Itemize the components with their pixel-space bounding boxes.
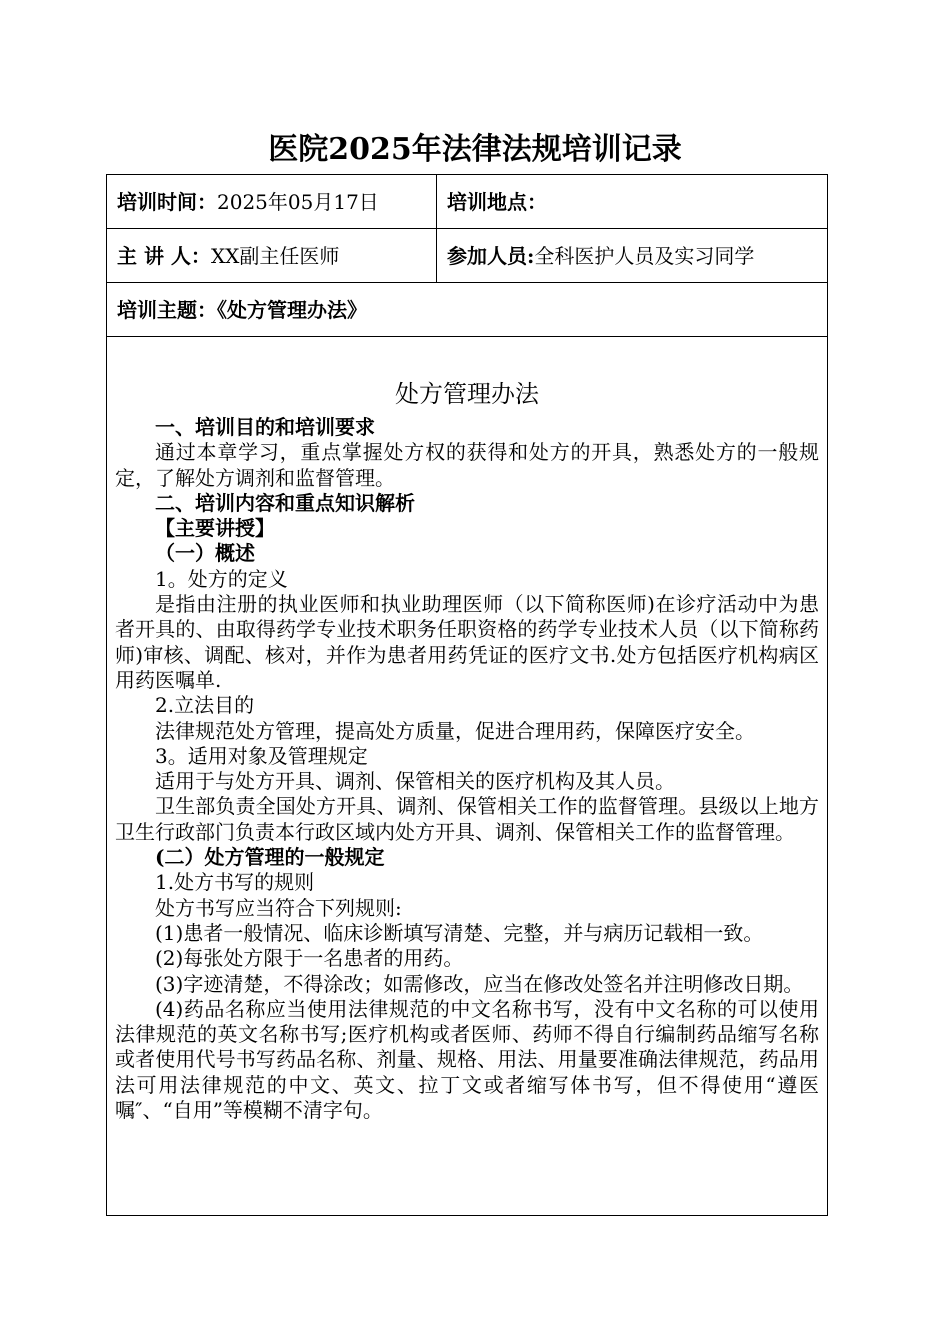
content-paragraph: 1。处方的定义 (155, 566, 288, 591)
section-heading: (二）处方管理的一般规定 (155, 845, 385, 870)
content-paragraph: (1)患者一般情况、临床诊断填写清楚、完整，并与病历记载相一致。 (155, 920, 764, 945)
content-paragraph: 2.立法目的 (155, 693, 255, 718)
content-cell (107, 337, 828, 1216)
training-time-cell (107, 175, 437, 229)
content-paragraph: (3)字迹清楚，不得涂改；如需修改，应当在修改处签名并注明修改日期。 (155, 971, 804, 996)
content-paragraph: 3。适用对象及管理规定 (155, 743, 368, 768)
content-paragraph: (2)每张处方限于一名患者的用药。 (155, 946, 464, 971)
training-place-label: 培训地点： (447, 189, 547, 214)
speaker-value: XX副主任医师 (210, 243, 340, 268)
training-place-cell (437, 175, 828, 229)
participants-cell (437, 229, 828, 283)
document-title: 医院2025年法律法规培训记录 (268, 132, 682, 167)
content-paragraph: 处方书写应当符合下列规则: (155, 895, 402, 920)
section-heading: （一）概述 (155, 541, 255, 566)
participants-label: 参加人员: (447, 243, 535, 268)
content-paragraph: (4)药品名称应当使用法律规范的中文名称书写，没有中文名称的可以使用法律规范的英文名称书写;医疗机构或者医师、药师不得自行编制药品缩写名称或者使用代号书写药品名称、剂量、规格、用法、用量要准确法律规范，药品用法可用法律规范的中文、英文、拉丁文或者缩写体书写，但不得使用“遵医嘱″、“自用”等模糊不清字句。 (115, 996, 819, 1123)
topic-value: 《处方管理办法》 (217, 297, 367, 322)
section-heading: 【主要讲授】 (155, 516, 275, 541)
training-time-value: 2025年05月17日 (217, 189, 379, 214)
content-paragraph: 是指由注册的执业医师和执业助理医师（以下简称医师)在诊疗活动中为患者开具的、由取得药学专业技术职务任职资格的药学专业技术人员（以下简称药师)审核、调配、核对，并作为患者用药凭证的医疗文书.处方包括医疗机构病区用药医嘱单. (115, 592, 819, 692)
section-heading: 二、培训内容和重点知识解析 (155, 490, 415, 515)
content-paragraph: 1.处方书写的规则 (155, 870, 315, 895)
content-body (115, 415, 819, 1123)
training-time-label: 培训时间： (117, 189, 217, 214)
content-paragraph: 法律规范处方管理，提高处方质量，促进合理用药，保障医疗安全。 (155, 718, 755, 743)
content-title: 处方管理办法 (395, 380, 539, 408)
topic-cell (107, 283, 828, 337)
content-paragraph: 通过本章学习，重点掌握处方权的获得和处方的开具，熟悉处方的一般规定，了解处方调剂和监督管理。 (115, 440, 819, 490)
training-record-table (106, 174, 828, 1216)
speaker-label: 主 讲 人： (117, 243, 211, 268)
topic-label: 培训主题： (117, 297, 217, 322)
content-paragraph: 卫生部负责全国处方开具、调剂、保管相关工作的监督管理。县级以上地方卫生行政部门负责本行政区域内处方开具、调剂、保管相关工作的监督管理。 (115, 794, 819, 844)
section-heading: 一、培训目的和培训要求 (155, 415, 375, 439)
content-paragraph: 适用于与处方开具、调剂、保管相关的医疗机构及其人员。 (155, 769, 675, 794)
speaker-cell (107, 229, 437, 283)
participants-value: 全科医护人员及实习同学 (534, 243, 755, 268)
